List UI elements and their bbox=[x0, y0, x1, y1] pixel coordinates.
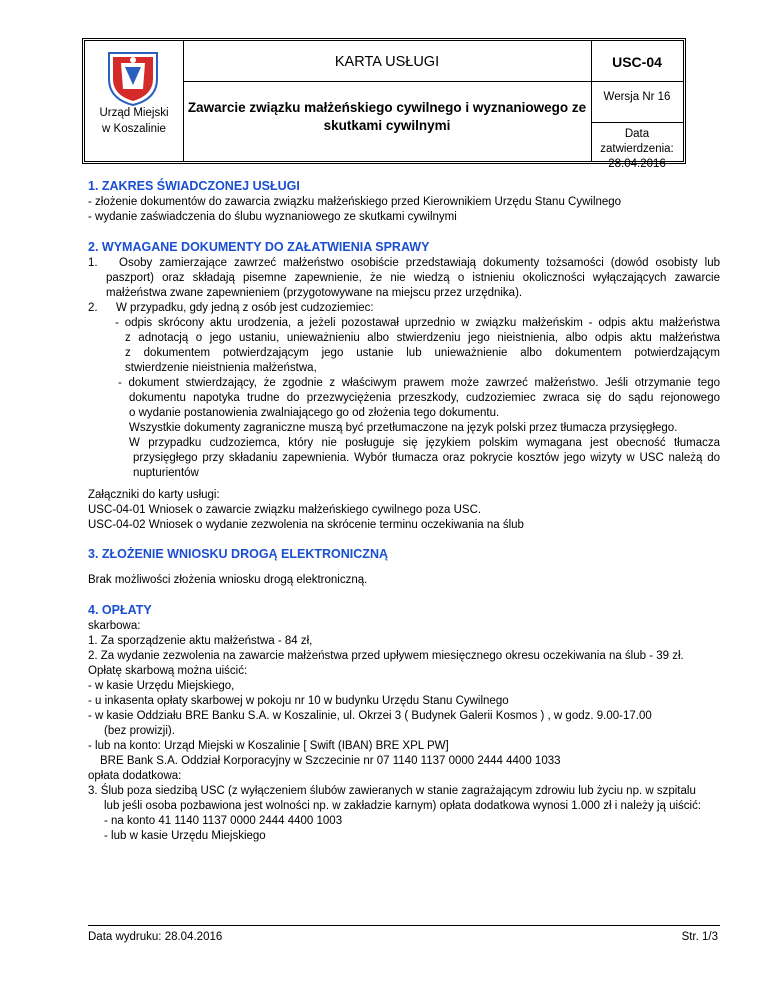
page-number: Str. 1/3 bbox=[681, 931, 718, 943]
s3-text: Brak możliwości złożenia wniosku drogą elektroniczną. bbox=[88, 574, 368, 586]
s2-line: z adnotacją o jego ustaniu, unieważnieniu albo stwierdzeniu jego nieistnienia, albo odpis aktu małżeństwa bbox=[125, 332, 720, 344]
s4-line: - lub w kasie Urzędu Miejskiego bbox=[104, 830, 266, 842]
card-code: USC-04 bbox=[612, 54, 662, 70]
s4-line: opłata dodatkowa: bbox=[88, 770, 182, 782]
s2-line: przysięgłego przy składaniu zapewnienia. Wybór tłumacza oraz pokrycie kosztów jego wizyty w USC należą do bbox=[133, 452, 720, 464]
s2-line: W przypadku, gdy jedną z osób jest cudzoziemiec: bbox=[116, 302, 374, 314]
card-title: KARTA USŁUGI bbox=[334, 54, 440, 70]
attachment-item: USC-04-02 Wniosek o wydanie zezwolenia na skrócenie terminu oczekiwania na ślub bbox=[88, 519, 524, 531]
s2-line: dokumentu napotyka trudne do przezwyciężenia przeszkody, cudzoziemiec zwraca się do sądu rejonowego bbox=[129, 392, 720, 404]
section-3-heading: 3. ZŁOŻENIE WNIOSKU DROGĄ ELEKTRONICZNĄ bbox=[88, 547, 388, 561]
list-number: 1. bbox=[88, 257, 98, 269]
s2-line: paszport) oraz składają pisemne zapewnienie, że nie wiedzą o istnieniu okoliczności wyłączających zawarcie bbox=[106, 272, 720, 284]
s4-line: 1. Za sporządzenie aktu małżeństwa - 84 zł, bbox=[88, 635, 313, 647]
section-1-heading: 1. ZAKRES ŚWIADCZONEJ USŁUGI bbox=[88, 179, 300, 193]
service-subject: Zawarcie związku małżeńskiego cywilnego i wyznaniowego ze skutkami cywilnymi bbox=[187, 100, 587, 133]
section-2-heading: 2. WYMAGANE DOKUMENTY DO ZAŁATWIENIA SPRAWY bbox=[88, 240, 430, 254]
s4-line: 2. Za wydanie zezwolenia na zawarcie małżeństwa przed upływem miesięcznego okresu oczekiwania na ślub - 39 zł. bbox=[88, 650, 684, 662]
s1-line: - wydanie zaświadczenia do ślubu wyznaniowego ze skutkami cywilnymi bbox=[88, 211, 457, 223]
s2-line: W przypadku cudzoziemca, który nie posługuje się językiem polskim wymagana jest obecność tłumacza bbox=[129, 437, 720, 449]
s2-line: o wydanie postanowienia zwalniającego go od złożenia tego dokumentu. bbox=[129, 407, 500, 419]
s4-line: - w kasie Oddziału BRE Banku S.A. w Koszalinie, ul. Okrzei 3 ( Budynek Galerii Kosmos ) , w godz. 9.00-17.00 bbox=[88, 710, 652, 722]
s4-line: 3. Ślub poza siedzibą USC (z wyłączeniem ślubów zawieranych w stanie zagrażającym zdrowiu lub życiu np. w szpitalu bbox=[88, 785, 696, 797]
s2-line: małżeństwa zwane zapewnieniem (przygotowywane na miejscu przez urzędnika). bbox=[106, 287, 523, 299]
s2-line: Osoby zamierzające zawrzeć małżeństwo osobiście przedstawiają dokumenty tożsamości (dowód osobisty lub bbox=[119, 257, 720, 269]
version: Wersja Nr 16 bbox=[603, 91, 671, 103]
header-box bbox=[82, 38, 686, 170]
city-crest-icon bbox=[107, 49, 159, 107]
s4-line: skarbowa: bbox=[88, 620, 141, 632]
s4-line: - na konto 41 1140 1137 0000 2444 4400 1003 bbox=[104, 815, 343, 827]
s2-line: z dokumentem potwierdzającym jego ustanie lub unieważnienie albo dokumentem potwierdzającym bbox=[125, 347, 720, 359]
s2-line: nupturientów bbox=[133, 467, 199, 479]
office-name: Urząd Miejski w Koszalinie bbox=[99, 107, 169, 135]
s4-line: - w kasie Urzędu Miejskiego, bbox=[88, 680, 235, 692]
s2-line: - odpis skrócony aktu urodzenia, a jeżeli pozostawał uprzednio w związku małżeńskim - odpis aktu małżeństwa bbox=[115, 317, 720, 329]
attachments-label: Załączniki do karty usługi: bbox=[88, 489, 220, 501]
s2-line: - dokument stwierdzający, że zgodnie z właściwym prawem może zawrzeć małżeństwo. Jeśli otrzymanie tego bbox=[118, 377, 720, 389]
s4-line: (bez prowizji). bbox=[104, 725, 175, 737]
s4-line: - u inkasenta opłaty skarbowej w pokoju nr 10 w budynku Urzędu Stanu Cywilnego bbox=[88, 695, 509, 707]
s1-line: - złożenie dokumentów do zawarcia związku małżeńskiego przed Kierownikiem Urzędu Stanu Cywilnego bbox=[88, 196, 622, 208]
list-number: 2. bbox=[88, 302, 98, 314]
footer-rule bbox=[88, 925, 720, 926]
attachment-item: USC-04-01 Wniosek o zawarcie związku małżeńskiego cywilnego poza USC. bbox=[88, 504, 482, 516]
s4-line: Opłatę skarbową można uiścić: bbox=[88, 665, 248, 677]
approval-date: Data zatwierdzenia: 28.04.2016 bbox=[600, 128, 674, 170]
print-date: Data wydruku: 28.04.2016 bbox=[88, 931, 223, 943]
s2-line: Wszystkie dokumenty zagraniczne muszą być przetłumaczone na język polski przez tłumacza przysięgłego. bbox=[129, 422, 678, 434]
s4-line: lub jeśli osoba pozbawiona jest wolności np. w zakładzie karnym) opłata dodatkowa wynosi 1.000 zł i należy ją uiścić: bbox=[104, 800, 702, 812]
s4-line: BRE Bank S.A. Oddział Korporacyjny w Szczecinie nr 07 1140 1137 0000 2444 4400 1033 bbox=[100, 755, 561, 767]
section-4-heading: 4. OPŁATY bbox=[88, 603, 152, 617]
s2-line: stwierdzenie nieistnienia małżeństwa, bbox=[125, 362, 317, 374]
s4-line: - lub na konto: Urząd Miejski w Koszalinie [ Swift (IBAN) BRE XPL PW] bbox=[88, 740, 449, 752]
